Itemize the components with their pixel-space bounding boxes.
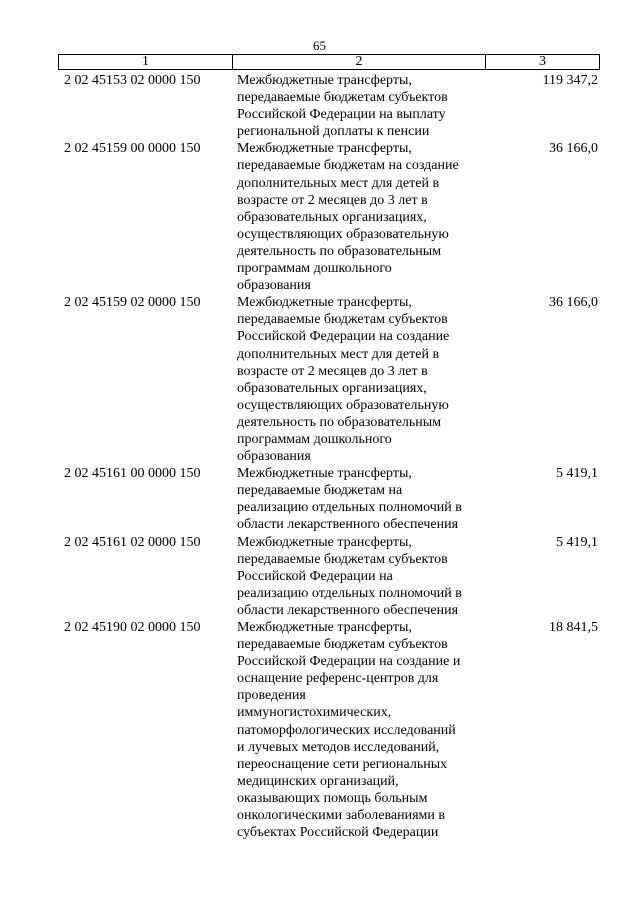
description-line: программам дошкольного [237,431,392,447]
description-line: Российской Федерации на [237,568,393,584]
description [232,140,485,294]
amount: 5 419,1 [556,466,598,482]
description-line: Российской Федерации на выплату [237,107,446,123]
description-line: реализацию отдельных полномочий в [237,585,462,601]
table-row [60,465,600,533]
description-line: оснащение референс-центров для [237,671,439,687]
budget-code: 2 02 45161 00 0000 150 [64,466,201,482]
description-line: передаваемые бюджетам субъектов [237,312,448,328]
description-line: образовательных организациях, [237,380,427,396]
description-line: возрасте от 2 месяцев до 3 лет в [237,192,428,208]
description [232,619,485,841]
amount: 36 166,0 [549,141,598,157]
description-line: деятельность по образовательным [237,243,442,259]
description-line: оказывающих помощь больным [237,790,428,806]
description-line: Межбюджетные трансферты, [237,295,412,311]
description-line: Межбюджетные трансферты, [237,620,412,635]
description [232,465,485,533]
description-line: образования [237,278,311,294]
description-line: онкологическими заболеваниями в [237,808,445,824]
amount: 119 347,2 [542,73,598,88]
header-col-3: 3 [539,54,546,69]
amount: 5 419,1 [556,534,598,550]
description-line: и лучевых методов исследований, [237,739,440,755]
table-row [60,72,600,140]
description-line: реализацию отдельных полномочий в [237,500,462,516]
description-line: возрасте от 2 месяцев до 3 лет в [237,363,428,379]
table-body [60,72,600,841]
description-line: Межбюджетные трансферты, [237,534,412,550]
description-line: Межбюджетные трансферты, [237,73,412,88]
description-line: образования [237,449,311,465]
page-number: 65 [313,38,326,53]
header-col-1: 1 [59,55,233,69]
description-line: деятельность по образовательным [237,414,442,430]
header-col-2: 2 [233,55,486,69]
description-line: дополнительных мест для детей в [237,175,440,191]
budget-code: 2 02 45161 02 0000 150 [64,534,201,550]
amount: 36 166,0 [549,295,598,311]
description-line: передаваемые бюджетам субъектов [237,637,448,653]
description-line: медицинских организаций, [237,773,399,789]
description-line: области лекарственного обеспечения [237,517,459,533]
description-line: Межбюджетные трансферты, [237,141,412,157]
description-line: области лекарственного обеспечения [237,602,459,618]
description-line: субъектах Российской Федерации [237,825,439,841]
description-line: проведения [237,688,306,704]
description-line: передаваемые бюджетам на создание [237,158,459,174]
description [232,294,485,465]
table-row [60,294,600,465]
description-line: образовательных организациях, [237,209,427,225]
description-line: патоморфологических исследований [237,722,456,738]
description [232,72,485,140]
budget-code: 2 02 45159 02 0000 150 [64,295,201,311]
table-header [58,54,600,70]
budget-code: 2 02 45190 02 0000 150 [64,620,201,635]
table-row [60,619,600,841]
description-line: передаваемые бюджетам субъектов [237,90,448,106]
description-line: Межбюджетные трансферты, [237,466,412,482]
description [232,534,485,619]
description-line: программам дошкольного [237,261,392,277]
budget-code: 2 02 45153 02 0000 150 [64,73,201,88]
budget-code: 2 02 45159 00 0000 150 [64,141,201,157]
amount: 18 841,5 [549,620,598,635]
description-line: Российской Федерации на создание и [237,654,461,670]
description-line: передаваемые бюджетам на [237,483,403,499]
description-line: передаваемые бюджетам субъектов [237,551,448,567]
description-line: дополнительных мест для детей в [237,346,440,362]
description-line: осуществляющих образовательную [237,397,449,413]
description-line: Российской Федерации на создание [237,329,450,345]
description-line: иммуногистохимических, [237,705,392,721]
description-line: региональной доплаты к пенсии [237,124,430,140]
table-row [60,140,600,294]
description-line: осуществляющих образовательную [237,226,449,242]
table-row [60,534,600,619]
description-line: переоснащение сети региональных [237,756,448,772]
